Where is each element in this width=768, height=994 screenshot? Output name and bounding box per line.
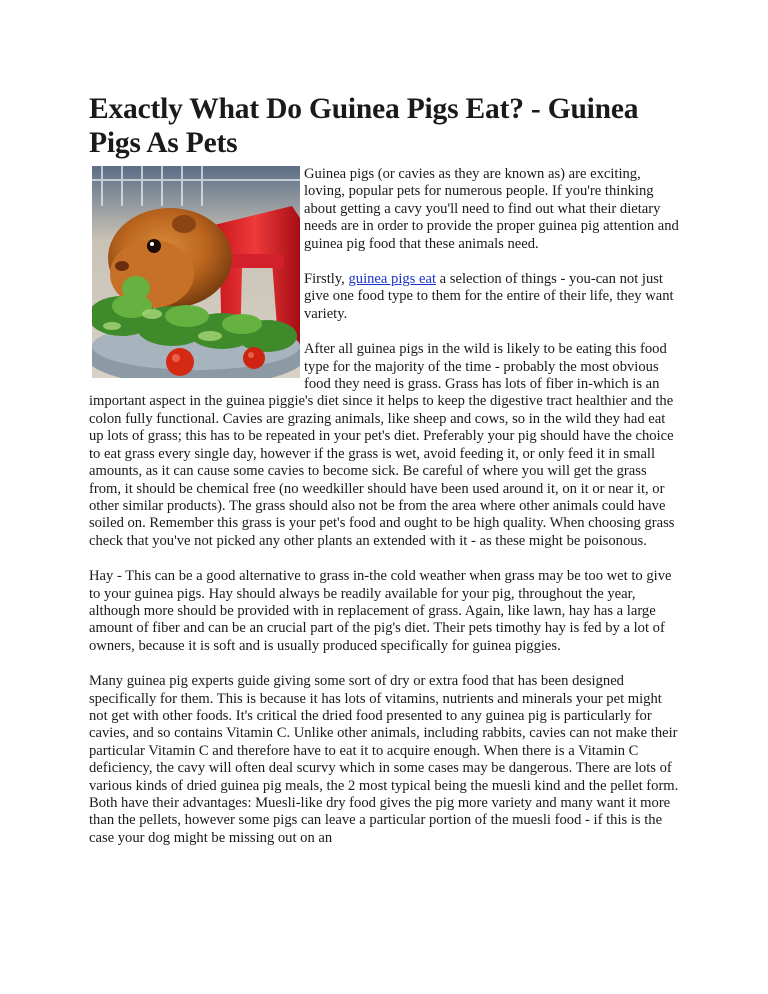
grass-paragraph: After all guinea pigs in the wild is likely to be eating this food type for the majority of the time - probably the most obvious food they need is grass. Grass has lots of fiber in-which is an important aspect in the guinea piggie's diet since it helps to keep the digestive tract healthier and the colon fully functional. Cavies are grazing animals, like sheep and cows, so in the wild they had eat up lots of grass; this has to be repeated in your pet's diet. Preferably your pig should have the choice to eat grass every single day, however if the grass is wet, avoid feeding it, or only feed it in small amounts, as it can cause some cavies to become sick. Be careful of where you will get the grass from, it should be chemical free (no weedkiller should have been used around it, on it or near it, or other similar products). The grass should also not be from the area where other animals could have soiled on. Remember this grass is your pet's food and ought to be high quality. When choosing grass check that you've not picked any other plants an extended with it - as these might be poisonous. [89,341,675,549]
guinea-pig-photo [92,166,300,378]
page-title: Exactly What Do Guinea Pigs Eat? - Guinea Pigs As Pets [89,93,639,159]
dry-food-paragraph: Many guinea pig experts guide giving some sort of dry or extra food that has been designed specifically for them. This is because it has lots of vitamins, nutrients and minerals your pet might not get with other foods. It's critical the dried food presented to any guinea pig is particularly for cavies, and so contains Vitamin C. Unlike other animals, including rabbits, cavies can not make their particular Vitamin C and therefore have to eat it to acquire enough. When there is a Vitamin C deficiency, the cavy will often deal scurvy which in some cases may be dangerous. There are lots of various kinds of dried guinea pig meals, the 2 most typical being the muesli kind and the pellet form. Both have their advantages: Muesli-like dry food gives the pig more variety and many want it more than the pellets, however some pigs can leave a particular portion of the muesli food - if this is the case your dog might be missing out on an [89,673,679,846]
hay-paragraph: Hay - This can be a good alternative to grass in-the cold weather when grass may be too wet to give to your guinea pigs. Hay should always be readily available for your pig, throughout the year, although more should be provided with in replacement of grass. Again, like lawn, hay has a large amount of fiber and can be an crucial part of the pig's diet. Their pets timothy hay is fed by a lot of owners, because it is soft and is usually produced specifically for guinea piggies. [89,568,672,654]
variety-text-before: Firstly, [304,271,349,288]
variety-text-after: a selection of things - you-can not just give one food type to them for the entire of their life, they want variety. [304,271,674,322]
document-page [89,92,679,865]
article-body [89,166,679,847]
guinea-pigs-eat-link[interactable]: guinea pigs eat [348,271,437,288]
guinea-pig-photo-icon [92,166,300,378]
intro-paragraph: Guinea pigs (or cavies as they are known as) are exciting, loving, popular pets for numerous people. If you're thinking about getting a cavy you'll need to find out what their dietary needs are in order to provide the proper guinea pig attention and guinea pig food that these animals need. [304,166,679,252]
